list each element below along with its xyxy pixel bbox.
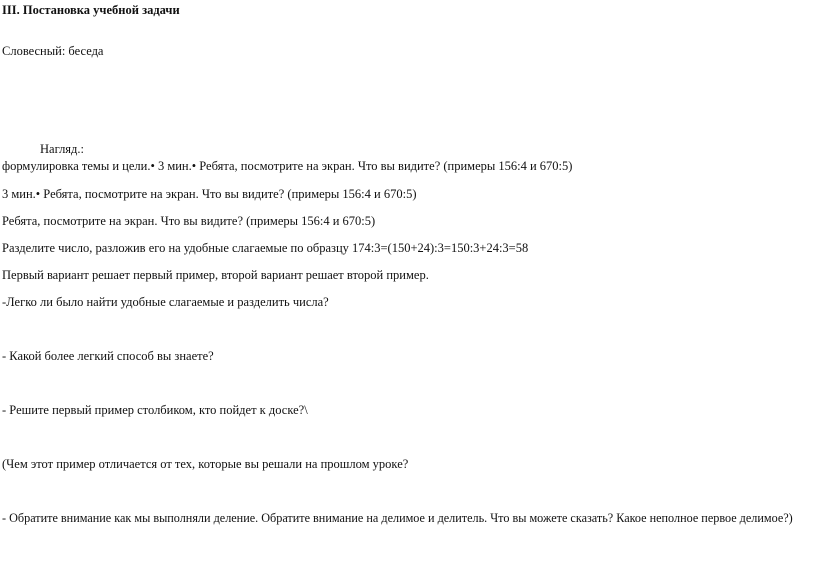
text-line: формулировка темы и цели.• 3 мин.• Ребята, посмотрите на экран. Что вы видите? (примеры 156:4 и 670:5)	[2, 159, 573, 173]
section-heading: III. Постановка учебной задачи	[2, 3, 180, 17]
question-line: - Какой более легкий способ вы знаете?	[2, 349, 214, 363]
text-line: Первый вариант решает первый пример, второй вариант решает второй пример.	[2, 268, 429, 282]
method-label: Словесный: беседа	[2, 44, 104, 58]
question-line: -Легко ли было найти удобные слагаемые и разделить числа?	[2, 295, 329, 309]
question-line: - Обратите внимание как мы выполняли деление. Обратите внимание на делимое и делитель. Что вы можете сказать? Какое неполное первое делимое?)	[2, 511, 793, 525]
visual-aid-label: Нагляд.:	[40, 142, 85, 156]
text-line: Ребята, посмотрите на экран. Что вы видите? (примеры 156:4 и 670:5)	[2, 214, 376, 228]
question-line: - Решите первый пример столбиком, кто пойдет к доске?\	[2, 403, 308, 417]
text-line: 3 мин.• Ребята, посмотрите на экран. Что вы видите? (примеры 156:4 и 670:5)	[2, 187, 417, 201]
text-line: Разделите число, разложив его на удобные слагаемые по образцу 174:3=(150+24):3=150:3+24:3=58	[2, 241, 529, 255]
question-line: (Чем этот пример отличается от тех, которые вы решали на прошлом уроке?	[2, 457, 409, 471]
